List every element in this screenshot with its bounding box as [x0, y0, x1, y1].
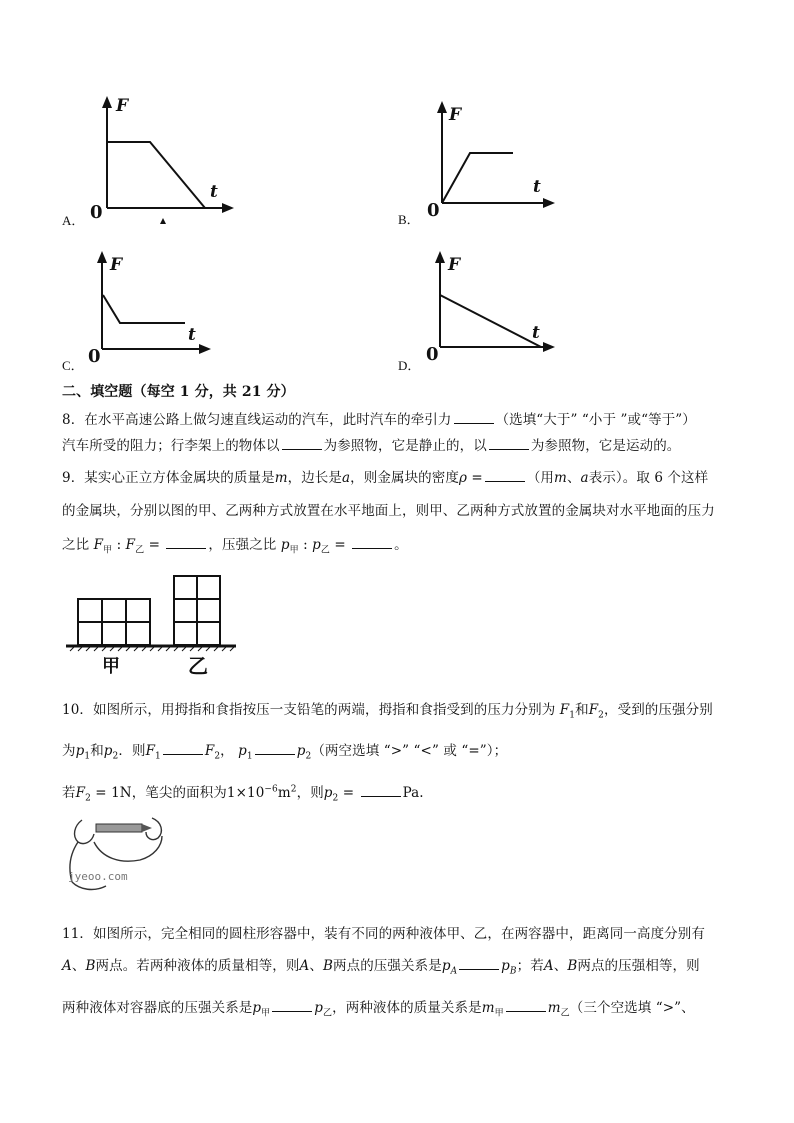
label-jia: 甲 [102, 656, 120, 677]
q10-text-2c: ．则 [118, 743, 146, 759]
q10-text-3c: ，则 [296, 785, 324, 801]
pencil-body [96, 824, 142, 832]
x-axis-arrow [543, 342, 555, 352]
origin-label: 0 [90, 202, 103, 223]
q11-text-3b: ，两种液体的质量关系是 [332, 1000, 482, 1016]
q8-line-2 [62, 434, 680, 454]
q10-text-1b: 和 [575, 702, 589, 718]
q10-text-3d: Pa. [402, 785, 424, 801]
option-label-d: D． [398, 358, 421, 373]
q10-text-3b: ，笔尖的面积为 [131, 785, 227, 801]
cubes-svg [66, 572, 246, 652]
q9-var-m: m [274, 470, 288, 486]
q10-blank-3[interactable] [361, 783, 401, 797]
q9-line-3: 之比 $F_甲$ : $F_乙$ = ，压强之比 $p_甲$ : $p_乙$ = 。 [62, 537, 408, 556]
q9-text-1b: ，边长是 [287, 470, 343, 486]
q10-line-3: 若$F_2 = 1N$，笔尖的面积为$1\times 10^{-6}m^2$，则$p_2 = Pa$. [62, 784, 424, 804]
origin-label: 0 [427, 200, 440, 221]
q9-line-2: 的金属块，分别以图的甲、乙两种方式放置在水平地面上，则甲、乙两种方式放置的金属块对水平地面的压力 [62, 503, 715, 519]
y-axis-label: F [110, 255, 123, 275]
graph-b-svg [396, 95, 586, 235]
q9-figure [66, 572, 246, 682]
option-label-c: C． [62, 358, 84, 373]
graph-curve [107, 142, 205, 208]
graph-option-b [396, 95, 586, 235]
q9-rho: ρ = [458, 470, 483, 486]
q10-text-3a: 若 [62, 785, 76, 801]
y-axis-label: F [449, 105, 462, 125]
q11-blank-3[interactable] [506, 998, 546, 1012]
q9-text-3a: 之比 [62, 537, 90, 553]
graph-option-c [60, 245, 250, 375]
q11-text-3a: 两种液体对容器底的压强关系是 [62, 1000, 253, 1016]
graph-option-d [396, 245, 586, 375]
graph-curve [103, 295, 185, 323]
q10-blank-2[interactable] [255, 741, 295, 755]
q8-text-2c: 为参照物，它是运动的。 [530, 438, 681, 454]
q9-text-1e: 表示）。取 6 个这样 [588, 470, 709, 486]
q8-text-1b: （选填“大于” “小于 ”或“等于”） [495, 412, 696, 428]
q10-line-2: 为$p_1$和$p_2$．则$F_1$ $F_2$， $p_1$ $p_2$（两空选填 “>” “<” 或 “=”）； [62, 743, 508, 762]
q9-blank-1[interactable] [485, 468, 525, 482]
q10-figure [62, 812, 172, 894]
option-label-a: A． [62, 213, 85, 228]
q8-text-2a: 汽车所受的阻力；行李架上的物体以 [62, 438, 280, 454]
pencil-tip [142, 824, 152, 832]
graph-curve [442, 153, 513, 203]
watermark: jyeoo.com [68, 870, 128, 883]
q9-blank-3[interactable] [352, 535, 392, 549]
q8-blank-1[interactable] [454, 410, 494, 424]
y-axis-arrow [102, 96, 112, 108]
q9-blank-2[interactable] [166, 535, 206, 549]
q11-text-2b: 两点的压强关系是 [333, 958, 442, 974]
x-axis-arrow [222, 203, 234, 213]
graph-a-svg [60, 90, 250, 230]
cubes-yi [174, 576, 220, 645]
option-label-b: B． [398, 212, 420, 227]
q10-blank-1[interactable] [163, 741, 203, 755]
ground-hatch [70, 647, 234, 651]
q11-blank-2[interactable] [272, 998, 312, 1012]
q11-blank-1[interactable] [459, 956, 499, 970]
tick-mark [160, 218, 166, 224]
x-axis-arrow [199, 344, 211, 354]
cubes-jia [78, 599, 150, 645]
q10-text-2b: 和 [90, 743, 104, 759]
graph-curve [440, 295, 541, 347]
q9-var-m2: m [554, 470, 567, 486]
q9-text-1d: （用 [526, 470, 555, 486]
origin-label: 0 [88, 346, 101, 367]
q9-text-3b: ，压强之比 [208, 537, 277, 553]
q10-text-2a: 为 [62, 743, 76, 759]
q8-blank-3[interactable] [489, 436, 529, 450]
section-heading: 二、填空题（每空 1 分，共 21 分） [62, 384, 295, 400]
q11-line-1: 11．如图所示，完全相同的圆柱形容器中，装有不同的两种液体甲、乙，在两容器中，距离同一高度分别有 [62, 926, 705, 942]
q11-text-2d: 两点的压强相等，则 [577, 958, 700, 974]
q10-text-2d: （两空选填 “>” “<” 或 “=”）； [311, 743, 508, 759]
y-axis-label: F [448, 255, 461, 275]
q9-line-1: 9．某实心正立方体金属块的质量是m，边长是a，则金属块的密度ρ = （用m、a表示）。取 6 个这样 [62, 470, 709, 486]
wrist-outline [72, 882, 106, 889]
q9-var-a: a [342, 470, 351, 486]
x-axis-label: t [532, 323, 540, 343]
label-yi: 乙 [188, 654, 208, 678]
q11-line-2: A、B两点。若两种液体的质量相等，则A、B两点的压强关系是$p_A$ $p_B$；若A、B两点的压强相等，则 [62, 958, 700, 977]
q10-line-1: 10．如图所示，用拇指和食指按压一支铅笔的两端，拇指和食指受到的压力分别为 $F_1$和$F_2$，受到的压强分别 [62, 702, 713, 721]
origin-label: 0 [426, 344, 439, 365]
q9-text-3c: 。 [394, 537, 408, 553]
q8-blank-2[interactable] [282, 436, 322, 450]
graph-d-svg [396, 245, 586, 375]
y-axis-label: F [116, 96, 129, 116]
q8-line-1 [62, 408, 696, 428]
q10-text-1c: ，受到的压强分别 [604, 702, 713, 718]
graph-option-a [60, 90, 250, 230]
q8-text-2b: 为参照物，它是静止的，以 [323, 438, 487, 454]
q9-text-1a: 9．某实心正立方体金属块的质量是 [62, 470, 275, 486]
x-axis-label: t [188, 325, 196, 345]
x-axis-label: t [533, 177, 541, 197]
q10-text-1a: 10．如图所示，用拇指和食指按压一支铅笔的两端，拇指和食指受到的压力分别为 [62, 702, 556, 718]
y-axis-arrow [97, 251, 107, 263]
q9-var-a2: a [580, 470, 589, 486]
q11-text-3c: （三个空选填 “>”、 [569, 1000, 695, 1016]
q11-line-3: 两种液体对容器底的压强关系是$p_甲$ $p_乙$，两种液体的质量关系是$m_甲$ $m_乙$（三个空选填 “>”、 [62, 1000, 695, 1019]
y-axis-arrow [437, 101, 447, 113]
q11-text-2c: ；若 [516, 958, 544, 974]
x-axis-label: t [210, 182, 218, 202]
y-axis-arrow [435, 251, 445, 263]
q9-text-1c: ，则金属块的密度 [350, 470, 459, 486]
q11-text-2a: 两点。若两种液体的质量相等，则 [95, 958, 300, 974]
x-axis-arrow [543, 198, 555, 208]
q8-text-1a: 8．在水平高速公路上做匀速直线运动的汽车，此时汽车的牵引力 [62, 412, 452, 428]
thumb-outline [75, 820, 94, 844]
